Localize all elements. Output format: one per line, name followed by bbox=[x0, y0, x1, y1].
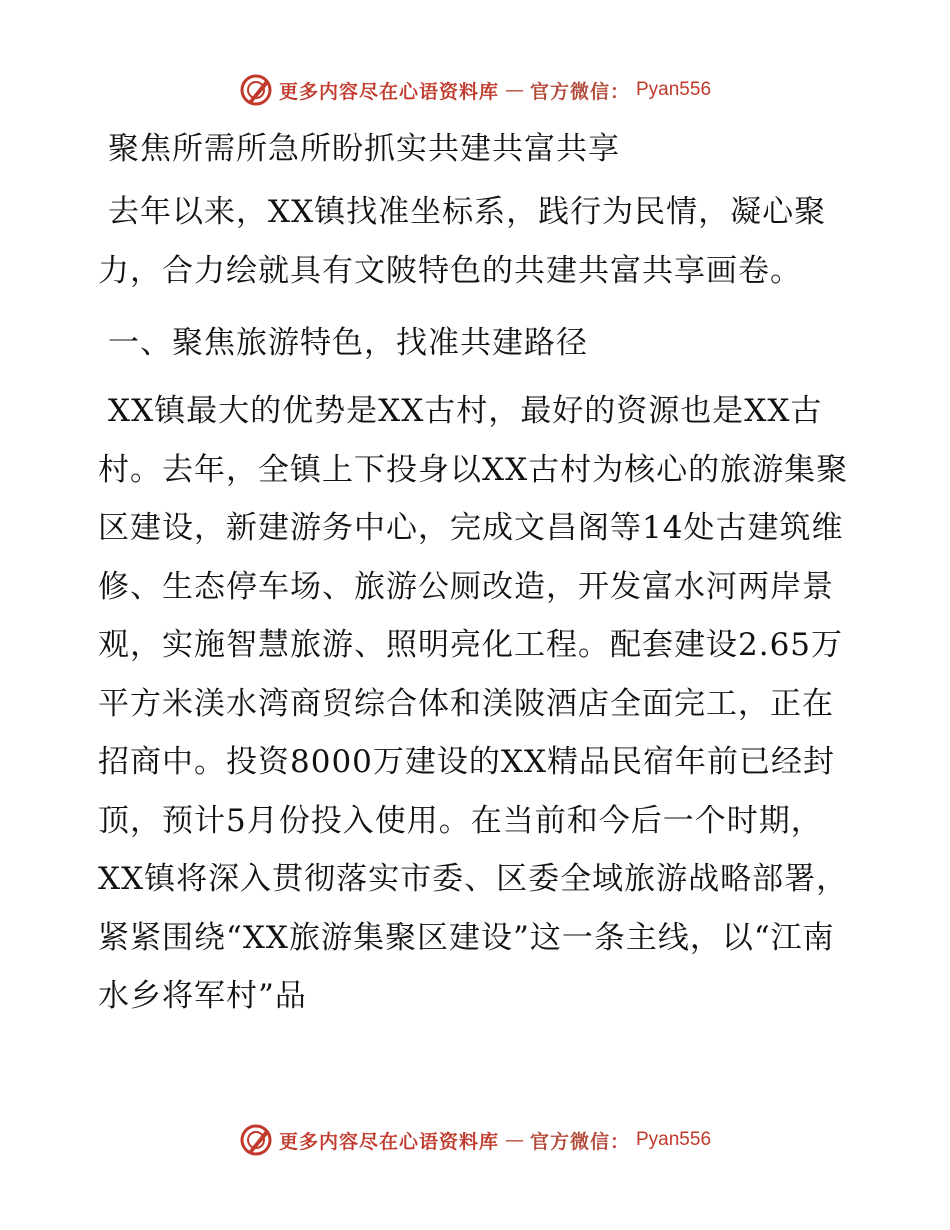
watermark-main-text: 更多内容尽在心语资料库 bbox=[278, 1130, 499, 1153]
pen-logo-icon bbox=[239, 1123, 273, 1157]
watermark-contact-label: 官方微信： bbox=[529, 80, 630, 103]
section-heading-1: 一、聚焦旅游特色，找准共建路径 bbox=[108, 325, 588, 361]
pen-logo-icon bbox=[239, 73, 273, 107]
watermark-dash: — bbox=[504, 79, 524, 101]
document-body bbox=[98, 120, 858, 1026]
paragraph-tourism: XX镇最大的优势是XX古村，最好的资源也是XX古村。去年，全镇上下投身以XX古村为核心的旅游集聚区建设，新建游务中心，完成文昌阁等14处古建筑维修、生态停车场、旅游公厕改造，开发富水河两岸景观，实施智慧旅游、照明亮化工程。配套建设2.65万平方米渼水湾商贸综合体和渼陂酒店全面完工，正在招商中。投资8000万建设的XX精品民宿年前已经封顶，预计5月份投入使用。在当前和今后一个时期，XX镇将深入贯彻落实市委、区委全域旅游战略部署，紧紧围绕“XX旅游集聚区建设”这一条主线，以“江南水乡将军村”品 bbox=[98, 393, 849, 1014]
document-title: 聚焦所需所急所盼抓实共建共富共享 bbox=[108, 131, 620, 167]
paragraph-intro: 去年以来，XX镇找准坐标系，践行为民情，凝心聚力，合力绘就具有文陂特色的共建共富共享画卷。 bbox=[98, 194, 827, 289]
watermark-contact-label: 官方微信： bbox=[529, 1130, 630, 1153]
watermark-wechat-id: Pyan556 bbox=[636, 1129, 712, 1150]
watermark-header bbox=[0, 70, 950, 110]
watermark-dash: — bbox=[504, 1129, 524, 1151]
watermark-footer bbox=[0, 1120, 950, 1160]
watermark-main-text: 更多内容尽在心语资料库 bbox=[278, 80, 499, 103]
watermark-wechat-id: Pyan556 bbox=[636, 79, 712, 100]
